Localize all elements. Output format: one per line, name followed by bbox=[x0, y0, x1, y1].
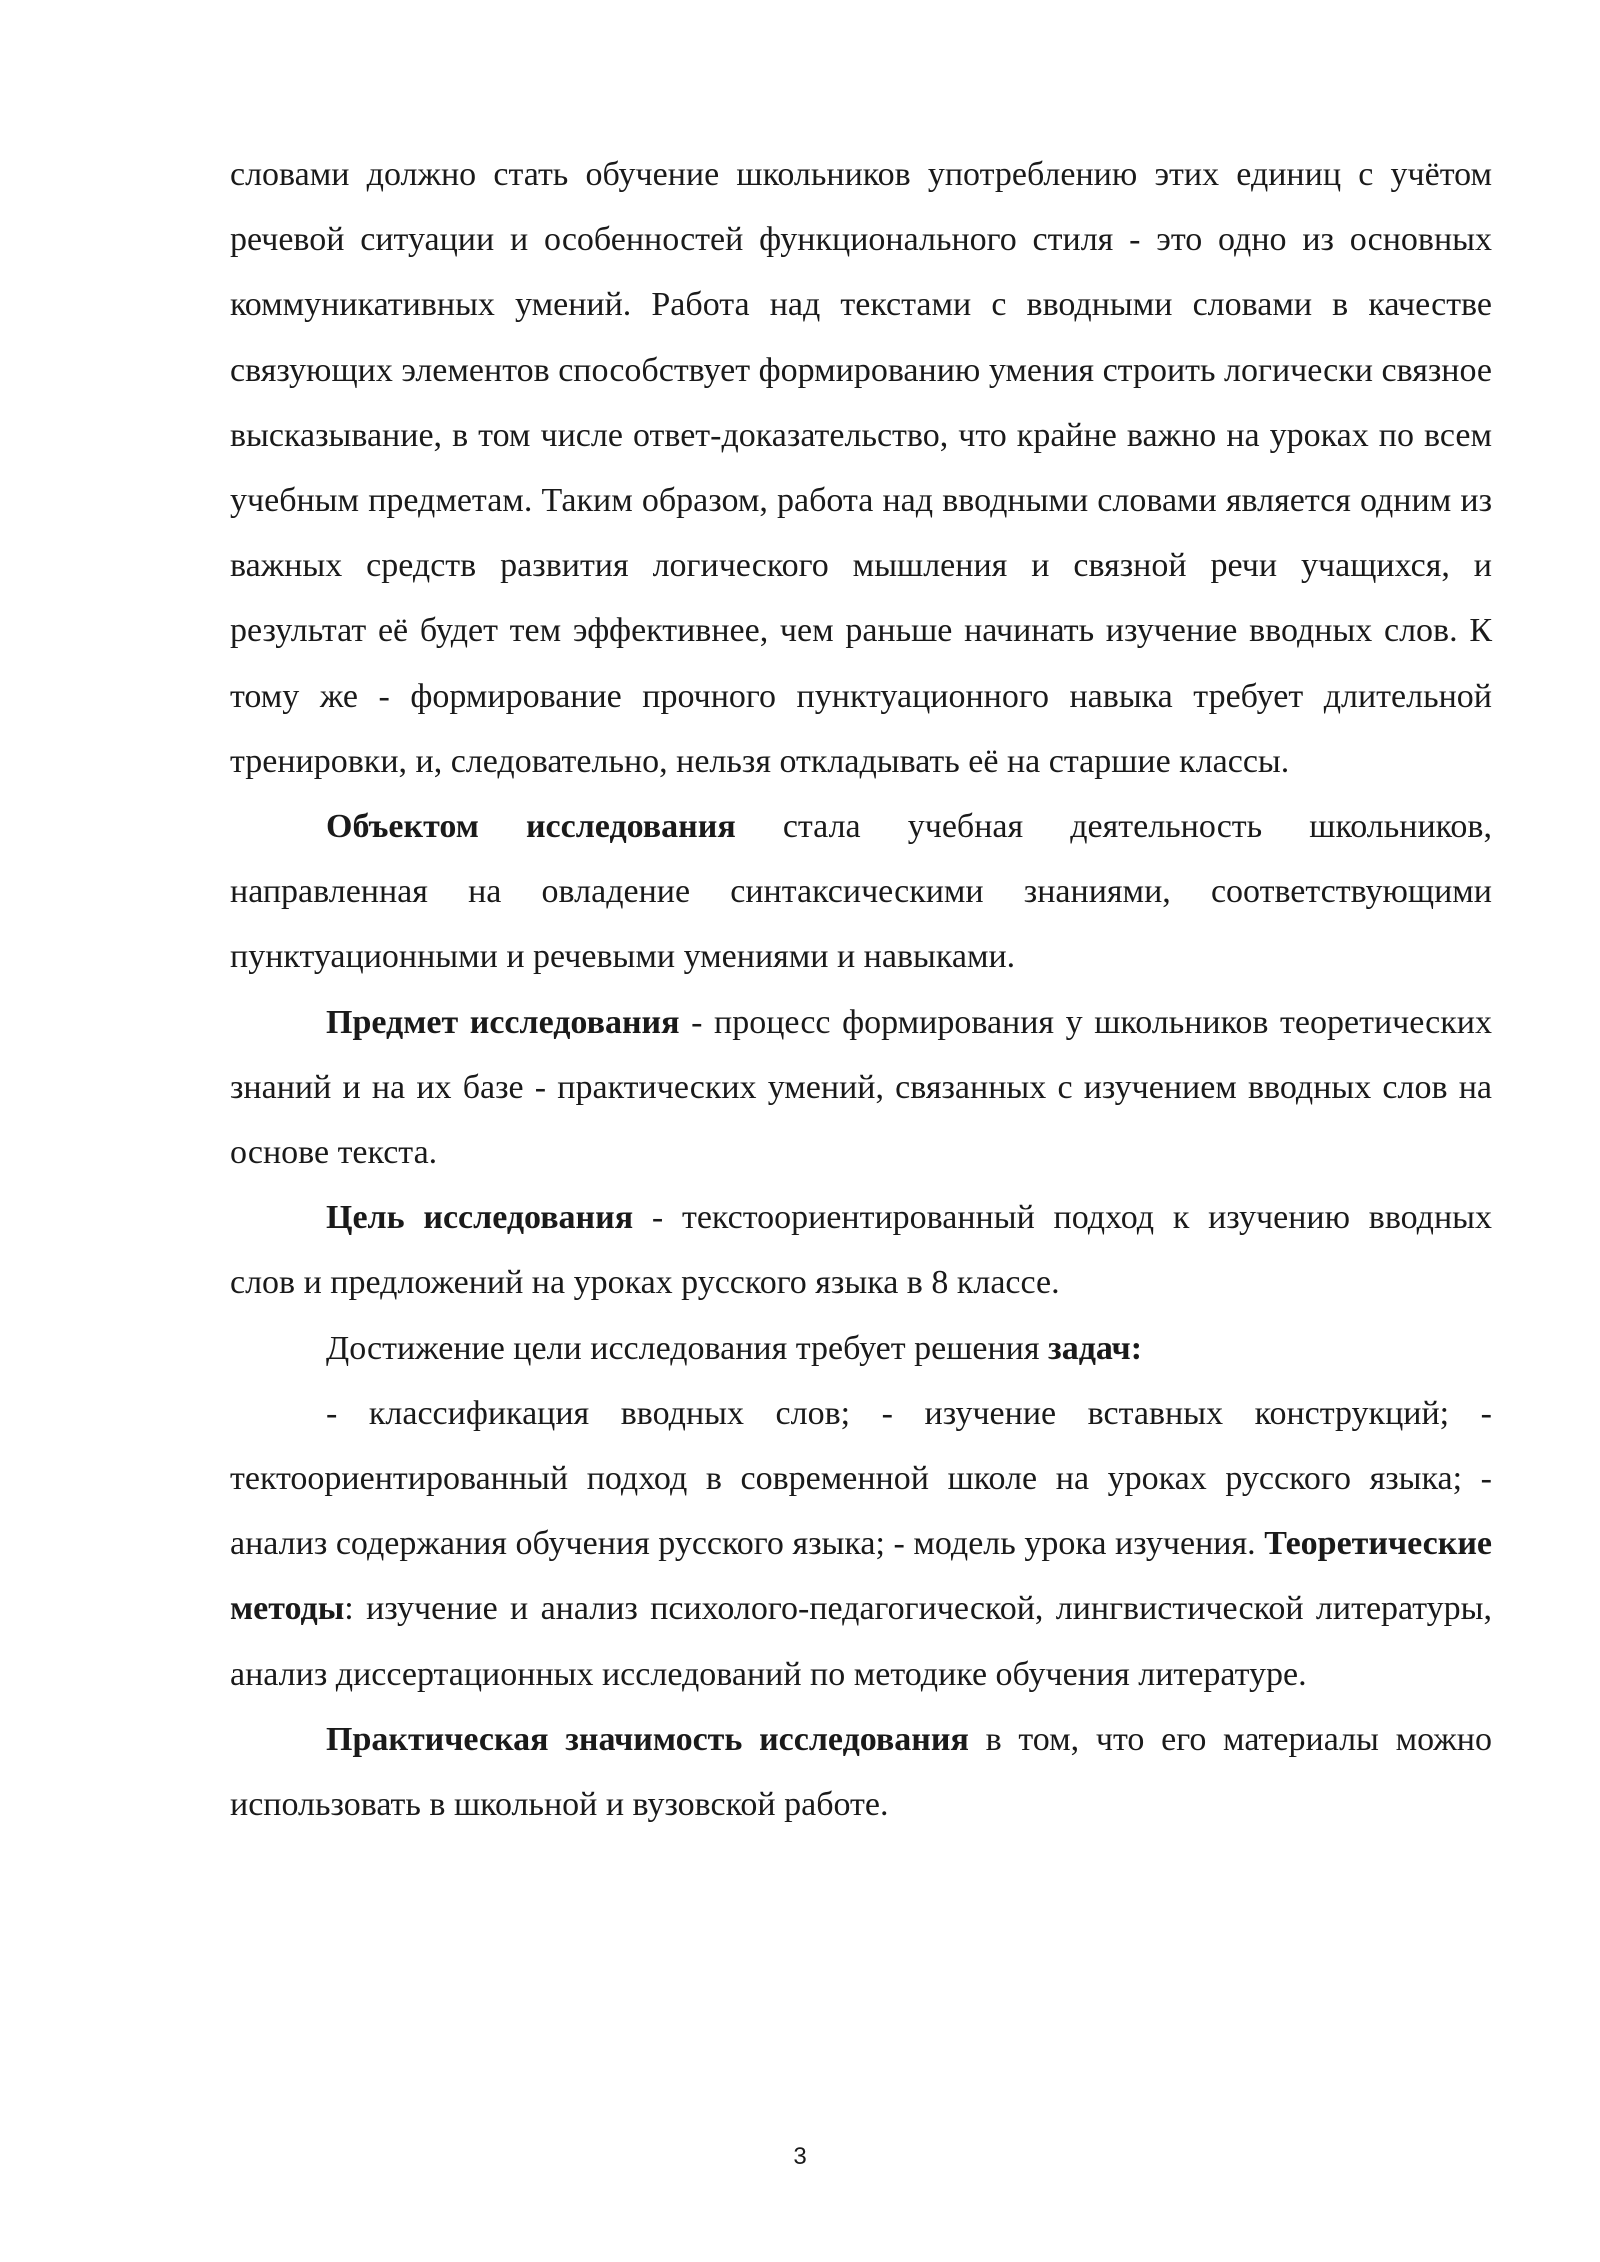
tasks-list-text: - классификация вводных слов; - изучение вставных конструкций; - тектоориентированный подход в современной школе на уроках русского языка; - анализ содержания обучения русского языка; - модель урока изучения. bbox=[230, 1394, 1492, 1563]
subject-text: - процесс формирования у школьников теоретических знаний и на их базе - практических умений, связанных с изучением вводных слов на основе текста. bbox=[230, 1003, 1492, 1172]
paragraph-goal bbox=[230, 1185, 1492, 1315]
paragraph-intro bbox=[230, 142, 1492, 794]
object-text: стала учебная деятельность школьников, направленная на овладение синтаксическими знаниями, соответствующими пунктуационными и речевыми умениями и навыками. bbox=[230, 808, 1492, 976]
paragraph-significance bbox=[230, 1707, 1492, 1837]
subject-label: Предмет исследования bbox=[326, 1003, 680, 1041]
paragraph-tasks-list bbox=[230, 1381, 1492, 1707]
intro-text: словами должно стать обучение школьников употреблению этих единиц с учётом речевой ситуации и особенностей функционального стиля - это одно из основных коммуникативных умений. Работа над текстами с вводными словами в качестве связующих элементов способствует формированию умения строить логически связное высказывание, в том числе ответ-доказательство, что крайне важно на уроках по всем учебным предметам. Таким образом, работа над вводными словами является одним из важных средств развития логического мышления и связной речи учащихся, и результат её будет тем эффективнее, чем раньше начинать изучение вводных слов. К тому же - формирование прочного пунктуационного навыка требует длительной тренировки, и, следовательно, нельзя откладывать её на старшие классы. bbox=[230, 156, 1492, 780]
page-number: 3 bbox=[793, 2143, 807, 2170]
significance-text: в том, что его материалы можно использовать в школьной и вузовской работе. bbox=[230, 1720, 1492, 1824]
significance-label: Практическая значимость исследования bbox=[326, 1720, 969, 1758]
paragraph-tasks-intro bbox=[230, 1316, 1492, 1381]
goal-label: Цель исследования bbox=[326, 1199, 634, 1237]
methods-text: : изучение и анализ психолого-педагогической, лингвистической литературы, анализ диссертационных исследований по методике обучения литературе. bbox=[230, 1590, 1492, 1693]
paragraph-subject bbox=[230, 990, 1492, 1186]
paragraph-object bbox=[230, 794, 1492, 990]
goal-text: - текстоориентированный подход к изучению вводных слов и предложений на уроках русского языка в 8 классе. bbox=[230, 1199, 1492, 1302]
methods-label: Теоретические методы bbox=[230, 1525, 1492, 1628]
tasks-label: задач: bbox=[1048, 1329, 1143, 1367]
body-text bbox=[230, 142, 1492, 1837]
object-label: Объектом исследования bbox=[326, 808, 736, 846]
tasks-intro-text: Достижение цели исследования требует решения bbox=[326, 1329, 1049, 1367]
